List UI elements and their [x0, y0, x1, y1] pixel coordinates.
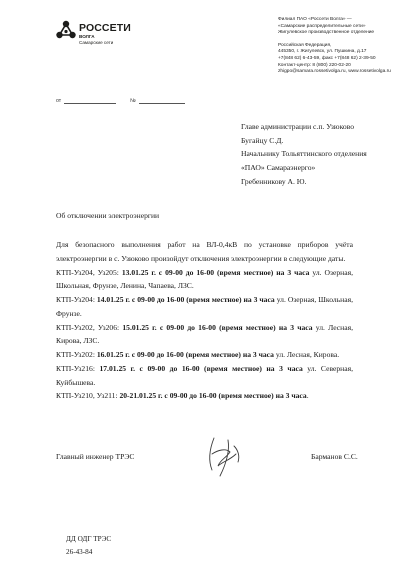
addressee-line: «ПАО» Самараэнерго» — [241, 163, 316, 173]
number-label: № — [130, 98, 136, 104]
intro-line-1: Для безопасного выполнения работ на ВЛ-0,4кВ по установке приборов учёта — [56, 240, 353, 249]
outage-streets: ул. Лесная, Кирова. — [273, 350, 340, 359]
outage-date: 15.01.25 г. с 09-00 до 16-00 (время местное) на 3 часа — [122, 322, 313, 332]
outage-streets: ул. Северная, Куйбышева. — [56, 363, 353, 387]
email-website-line: zhigpo@samara.rossetivolga.ru, www.rossetivolga.ru — [278, 69, 391, 75]
outage-substation: КТП-Уз216: — [56, 363, 100, 373]
outage-item — [56, 266, 353, 294]
signer-role: Главный инженер ТРЭС — [56, 452, 135, 461]
executor-department: ДД ОДГ ТРЭС — [66, 535, 112, 543]
org-line: Филиал ПАО «Россети Волга» — — [278, 17, 352, 22]
logo-brand-sub1: ВОЛГА — [79, 34, 95, 39]
intro-line-2: электроэнергии в с. Узюково произойдут отключения электроэнергии в следующие даты. — [56, 253, 346, 263]
addressee-block — [241, 120, 367, 189]
phone-line: +7(848 62) 6-43-59, факс +7(848 62) 2-39-50 — [278, 55, 376, 61]
handwritten-signature — [200, 430, 250, 480]
outage-streets: ул. Лесная, Кирова, ЛЗС. — [56, 322, 353, 346]
outage-date: 14.01.25 г. с 09-00 до 16-00 (время местное) на 3 часа — [96, 295, 275, 304]
outage-item — [56, 348, 353, 362]
company-logo — [56, 20, 146, 46]
signer-name: Барманов С.С. — [311, 452, 358, 461]
addressee-line: Бугайцу С.Д. — [241, 135, 284, 145]
letter-subject: Об отключении электроэнергии — [56, 211, 160, 220]
outage-substation: КТП-Уз202: — [56, 350, 97, 359]
addressee-line: Гребенникову А. Ю. — [241, 176, 307, 186]
from-label: от — [56, 98, 62, 104]
outage-substation: КТП-Уз204, Уз205: — [56, 267, 122, 277]
contact-center-line: Контакт-центр: 8 (800) 220-02-20 — [278, 62, 351, 68]
letter-body — [56, 238, 353, 403]
org-line: Жигулевское производственное отделение — [278, 30, 375, 36]
outage-item — [56, 389, 353, 403]
outage-streets: ул. Озерная, Школьная, Фрунзе. — [56, 295, 354, 318]
outage-substation: КТП-Уз202, Уз206: — [56, 322, 123, 332]
address-line: Российская Федерация, — [278, 42, 332, 48]
outage-date: 13.01.25 г. с 09-00 до 16-00 (время местное) на 3 часа — [121, 267, 310, 277]
outage-substation: КТП-Уз210, Уз211: — [56, 391, 120, 401]
outgoing-number — [56, 98, 185, 104]
logo-brand-name: РОССЕТИ — [79, 22, 131, 34]
addressee-line: Главе администрации с.п. Узюково — [241, 122, 355, 131]
outage-item — [56, 362, 353, 390]
org-line: «Самарские распределительные сети» — [278, 23, 366, 29]
outage-streets: . — [306, 391, 309, 401]
executor-phone: 26-43-84 — [66, 548, 93, 556]
outage-substation: КТП-Уз204: — [56, 295, 97, 304]
rosseti-logo-icon — [56, 20, 76, 42]
outage-item — [56, 293, 353, 321]
addressee-line: Начальнику Тольяттинского отделения — [241, 149, 367, 159]
outage-date: 16.01.25 г. с 09-00 до 16-00 (время местное) на 3 часа — [96, 350, 274, 359]
outage-date: 20-21.01.25 г. с 09-00 до 16-00 (время местное) на 3 часа — [119, 391, 307, 401]
date-line — [64, 99, 116, 104]
intro-paragraph — [56, 238, 353, 266]
number-line — [139, 99, 185, 104]
outage-date: 17.01.25 г. с 09-00 до 16-00 (время местное) на 3 часа — [99, 363, 303, 373]
outage-streets: ул. Озерная, Школьная, Фрунзе, Ленина, Чапаева, ЛЗС. — [56, 267, 353, 291]
address-line: 445350, г. Жигулевск, ул. Пушкина, д.17 — [278, 49, 367, 55]
outage-item — [56, 321, 353, 349]
organization-details — [278, 17, 398, 76]
logo-brand-sub2: Самарские сети — [79, 40, 114, 45]
